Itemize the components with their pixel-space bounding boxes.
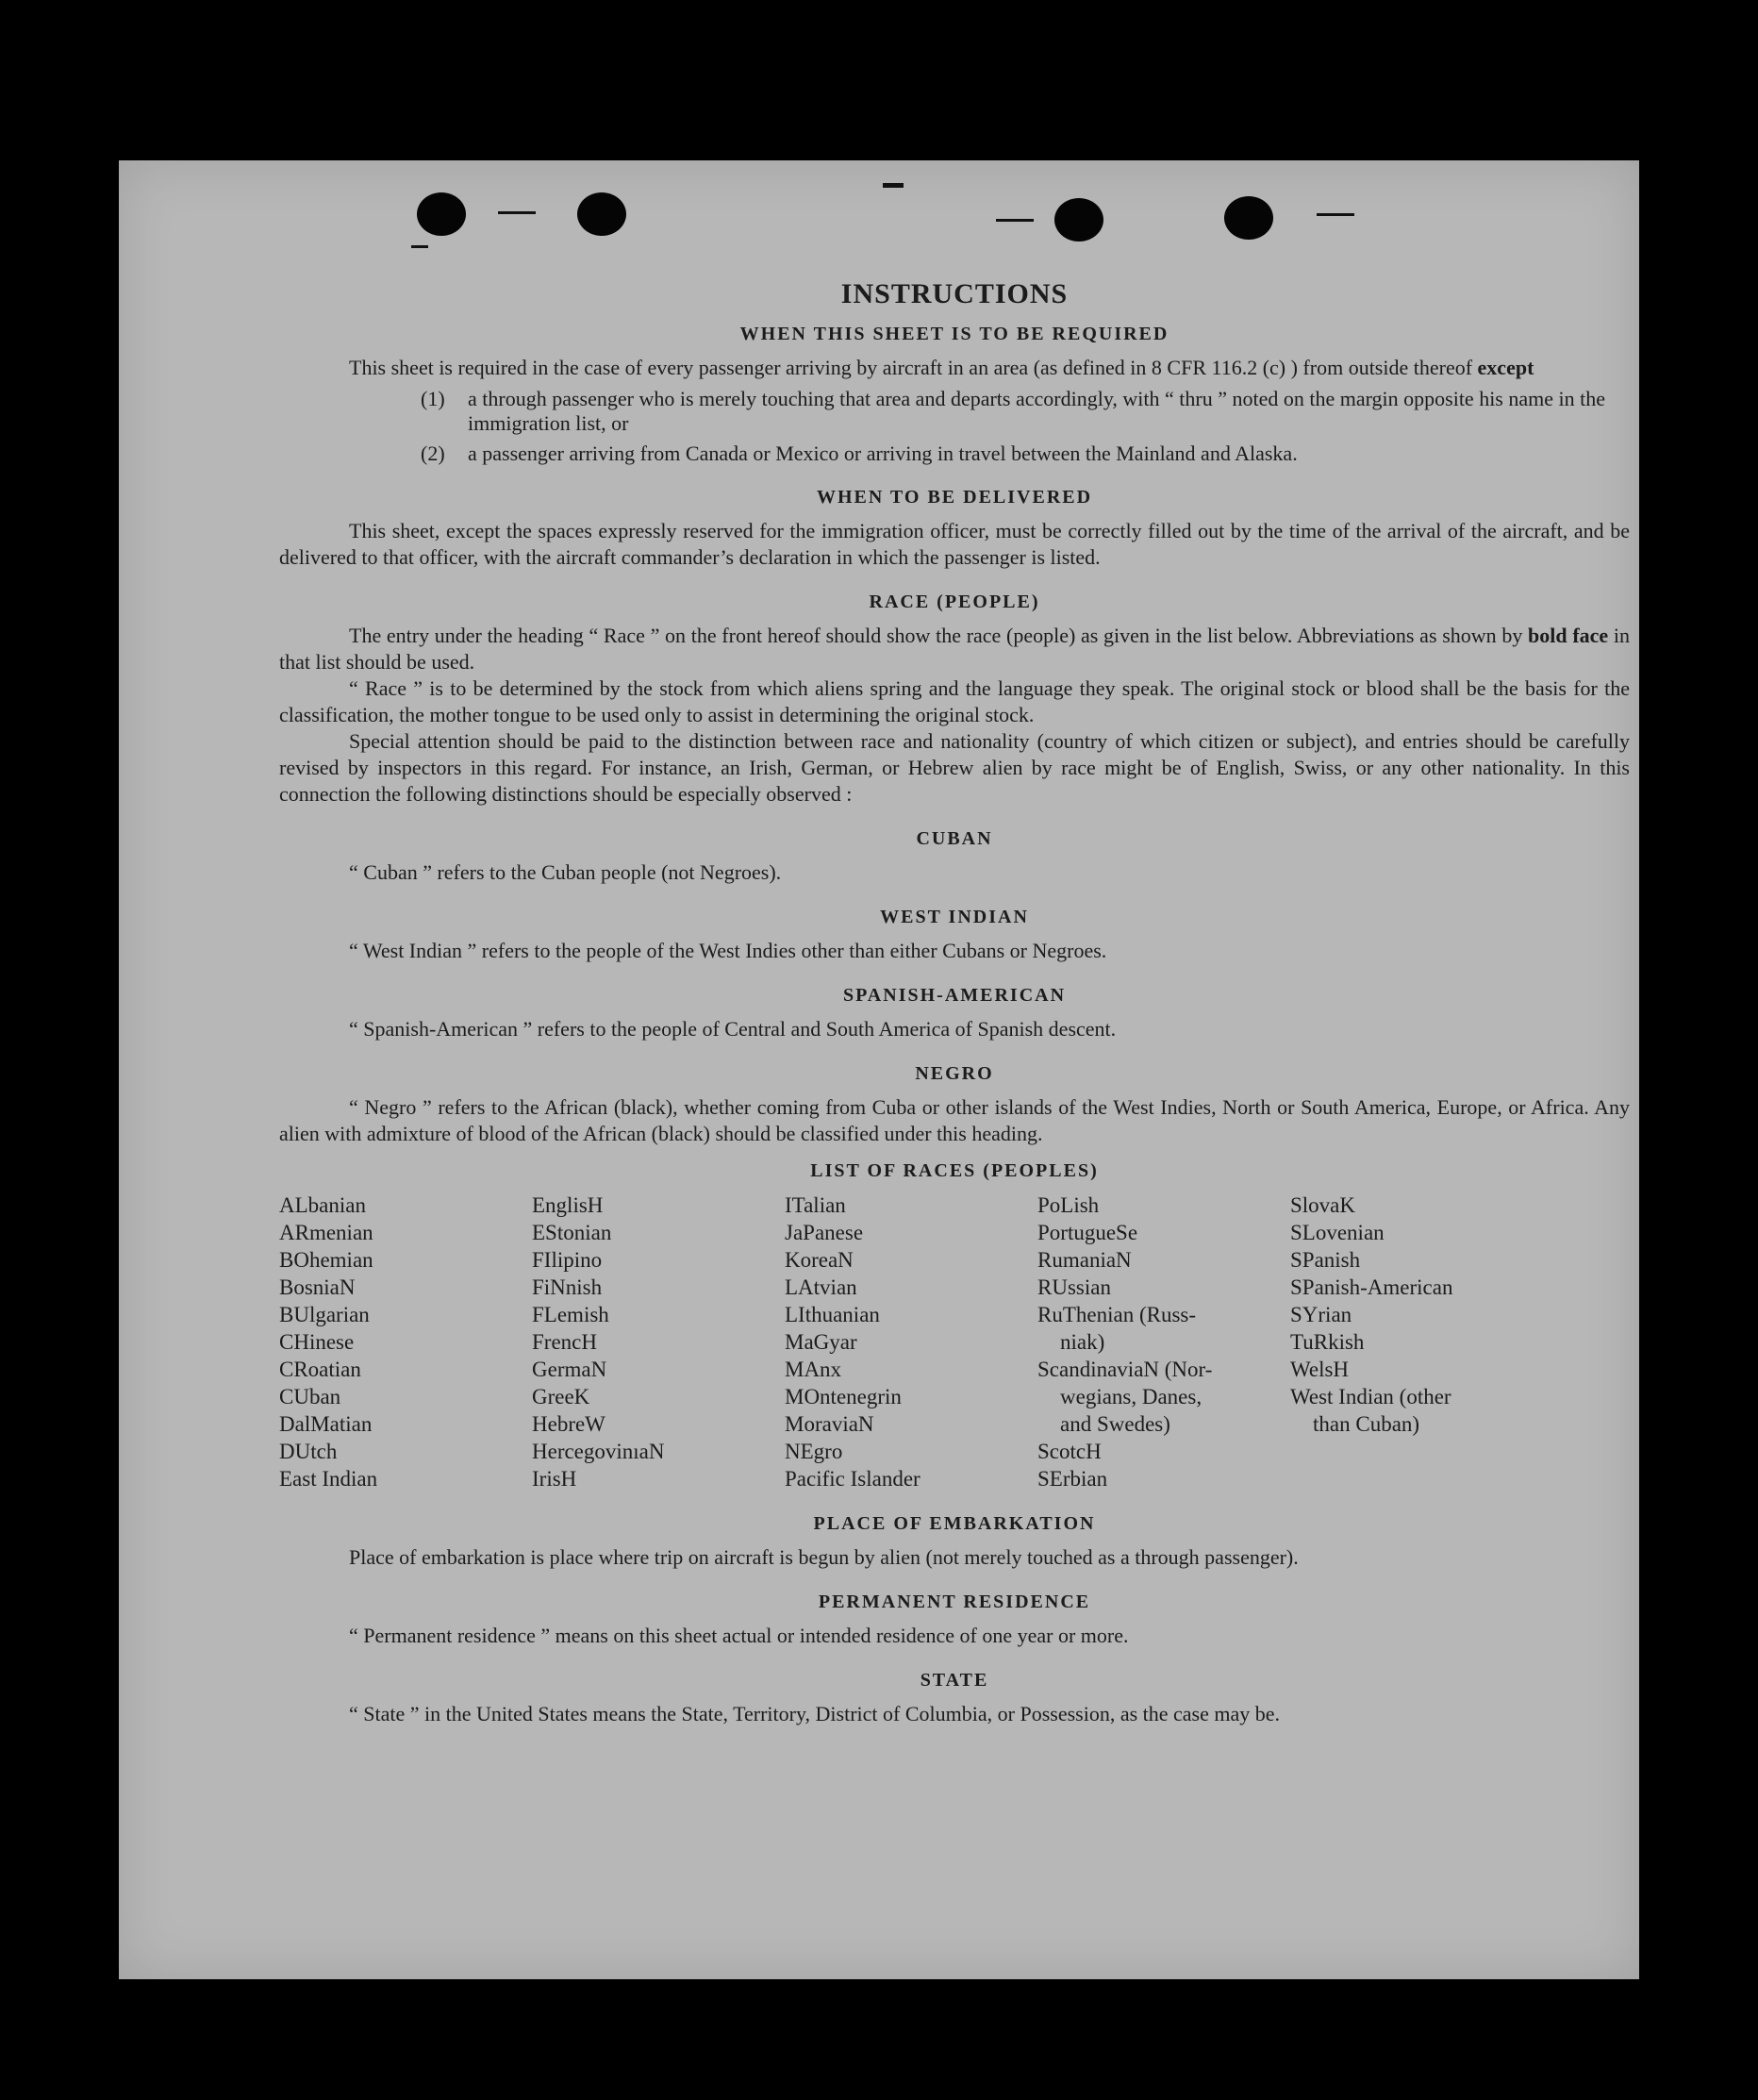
heading-negro: NEGRO [915, 1063, 994, 1084]
race-entry: Pacific Islander [785, 1467, 920, 1491]
heading-race: RACE (PEOPLE) [869, 592, 1040, 612]
race-entry: FLemish [532, 1303, 609, 1326]
embarkation-text: Place of embarkation is place where trip on aircraft is begun by alien (not merely touched as a through passenger). [349, 1545, 1299, 1569]
race-entry: CUban [279, 1385, 341, 1408]
race-entry: SErbian [1037, 1467, 1108, 1491]
scan-speck [1317, 213, 1354, 216]
race-entry: KoreaN [785, 1248, 854, 1272]
scan-speck [883, 183, 904, 188]
race-entry: ARmenian [279, 1221, 373, 1244]
cuban-text: “ Cuban ” refers to the Cuban people (not Negroes). [349, 860, 782, 884]
required-intro-bold: except [1477, 356, 1534, 379]
race-entry: BosniaN [279, 1275, 356, 1299]
item-text: a passenger arriving from Canada or Mexico or arriving in travel between the Mainland and Alaska. [468, 442, 1298, 465]
race-paragraph-1 [279, 623, 1630, 675]
required-intro [279, 355, 1630, 381]
races-column [785, 1192, 1037, 1492]
race-entry: than Cuban) [1313, 1412, 1420, 1436]
item-number: (2) [421, 442, 445, 465]
residence-text: “ Permanent residence ” means on this sheet actual or intended residence of one year or more. [349, 1624, 1129, 1647]
race-entry: FIlipino [532, 1248, 603, 1272]
race-entry: HercegovinıaN [532, 1440, 665, 1463]
races-column [532, 1192, 785, 1492]
race-entry: BOhemian [279, 1248, 373, 1272]
race-entry: BUlgarian [279, 1303, 370, 1326]
race-entry: MoraviaN [785, 1412, 874, 1436]
required-intro-text: This sheet is required in the case of every passenger arriving by aircraft in an area (as defined in 8 CFR 116.2 (c) ) from outside thereof [349, 356, 1473, 379]
punch-hole [1224, 196, 1273, 240]
required-item-2 [421, 442, 1630, 466]
race-entry: JaPanese [785, 1221, 864, 1244]
race-entry: SlovaK [1290, 1193, 1355, 1217]
punch-hole [1054, 198, 1103, 242]
heading-races-list: LIST OF RACES (PEOPLES) [810, 1160, 1099, 1181]
race-entry: FrencH [532, 1330, 597, 1354]
race-entry: SYrian [1290, 1303, 1352, 1326]
scan-speck [996, 219, 1034, 222]
race-entry: EnglisH [532, 1193, 604, 1217]
heading-state: STATE [920, 1670, 989, 1691]
race-entry: DalMatian [279, 1412, 373, 1436]
race-entry: PoLish [1037, 1193, 1100, 1217]
state-text: “ State ” in the United States means the State, Territory, District of Columbia, or Possession, as the case may be. [349, 1702, 1281, 1725]
scan-speck [498, 211, 536, 214]
race-paragraph-2: “ Race ” is to be determined by the stock from which aliens spring and the language they speak. The original stock or blood shall be the basis for the classification, the mother tongue to be used only to assist in determining the original stock. [279, 676, 1630, 726]
race-entry: CRoatian [279, 1358, 361, 1381]
race-entry: MaGyar [785, 1330, 857, 1354]
race-entry: IrisH [532, 1467, 577, 1491]
races-column [1290, 1192, 1507, 1492]
race-entry: PortugueSe [1037, 1221, 1138, 1244]
race-entry: West Indian (other [1290, 1385, 1451, 1408]
punch-hole [577, 192, 626, 236]
race-entry: GermaN [532, 1358, 607, 1381]
race-entry: and Swedes) [1060, 1412, 1170, 1436]
race-entry: TuRkish [1290, 1330, 1365, 1354]
race-entry: wegians, Danes, [1060, 1385, 1202, 1408]
race-p1-after: in that list should be used. [279, 624, 1631, 674]
race-entry: ITalian [785, 1193, 846, 1217]
race-entry: SLovenian [1290, 1221, 1385, 1244]
spanish-american-text: “ Spanish-American ” refers to the people of Central and South America of Spanish descent. [349, 1017, 1117, 1041]
race-entry: ScotcH [1037, 1440, 1102, 1463]
required-item-1 [421, 387, 1630, 436]
race-entry: FiNnish [532, 1275, 603, 1299]
item-text: a through passenger who is merely touching that area and departs accordingly, with “ thru ” noted on the margin opposite his name in the immigration list, or [468, 387, 1606, 435]
west-indian-text: “ West Indian ” refers to the people of the West Indies other than either Cubans or Negroes. [349, 939, 1107, 962]
race-entry: HebreW [532, 1412, 605, 1436]
heading-cuban: CUBAN [916, 828, 993, 849]
page-title: INSTRUCTIONS [840, 278, 1069, 309]
race-entry: CHinese [279, 1330, 355, 1354]
race-entry: WelsH [1290, 1358, 1350, 1381]
race-entry: ALbanian [279, 1193, 366, 1217]
race-p1-before: The entry under the heading “ Race ” on the front hereof should show the race (people) as given in the list below. Abbreviations as shown by [349, 624, 1523, 647]
heading-embarkation: PLACE OF EMBARKATION [813, 1513, 1096, 1534]
heading-spanish-american: SPANISH-AMERICAN [842, 985, 1067, 1006]
race-entry: RuThenian (Russ- [1037, 1303, 1197, 1326]
race-entry: LIthuanian [785, 1303, 880, 1326]
race-entry: RumaniaN [1037, 1248, 1132, 1272]
heading-west-indian: WEST INDIAN [880, 907, 1029, 927]
heading-required: WHEN THIS SHEET IS TO BE REQUIRED [739, 324, 1169, 344]
race-entry: LAtvian [785, 1275, 857, 1299]
races-column [1037, 1192, 1290, 1492]
race-entry: SPanish [1290, 1248, 1361, 1272]
race-p1-bold: bold face [1528, 624, 1609, 647]
document-sheet [119, 160, 1639, 1979]
race-entry: MAnx [785, 1358, 842, 1381]
heading-residence: PERMANENT RESIDENCE [818, 1592, 1091, 1612]
punch-hole [417, 192, 466, 236]
race-entry: East Indian [279, 1467, 378, 1491]
item-number: (1) [421, 387, 445, 410]
instructions-content [279, 278, 1630, 1727]
races-column [279, 1192, 532, 1492]
scan-speck [411, 245, 428, 248]
race-entry: DUtch [279, 1440, 338, 1463]
race-entry: MOntenegrin [785, 1385, 902, 1408]
heading-delivered: WHEN TO BE DELIVERED [816, 487, 1093, 508]
race-entry: RUssian [1037, 1275, 1111, 1299]
negro-text: “ Negro ” refers to the African (black), whether coming from Cuba or other islands of the West Indies, North or South America, Europe, or Africa. Any alien with admixture of blood of the African (black) should be classified under this heading. [279, 1095, 1630, 1145]
race-entry: GreeK [532, 1385, 590, 1408]
race-entry: niak) [1060, 1330, 1105, 1354]
race-entry: EStonian [532, 1221, 612, 1244]
delivered-text: This sheet, except the spaces expressly reserved for the immigration officer, must be correctly filled out by the time of the arrival of the aircraft, and be delivered to that officer, with the aircraft commander’s declaration in which the passenger is listed. [279, 519, 1630, 569]
race-entry: ScandinaviaN (Nor- [1037, 1358, 1213, 1381]
race-entry: NEgro [785, 1440, 843, 1463]
race-paragraph-3: Special attention should be paid to the distinction between race and nationality (country of which citizen or subject), and entries should be carefully revised by inspectors in this regard. For instance, an Irish, German, or Hebrew alien by race might be of English, Swiss, or any other nationality. In this connection the following distinctions should be especially observed : [279, 729, 1630, 806]
race-entry: SPanish-American [1290, 1275, 1453, 1299]
races-list [279, 1192, 1630, 1492]
